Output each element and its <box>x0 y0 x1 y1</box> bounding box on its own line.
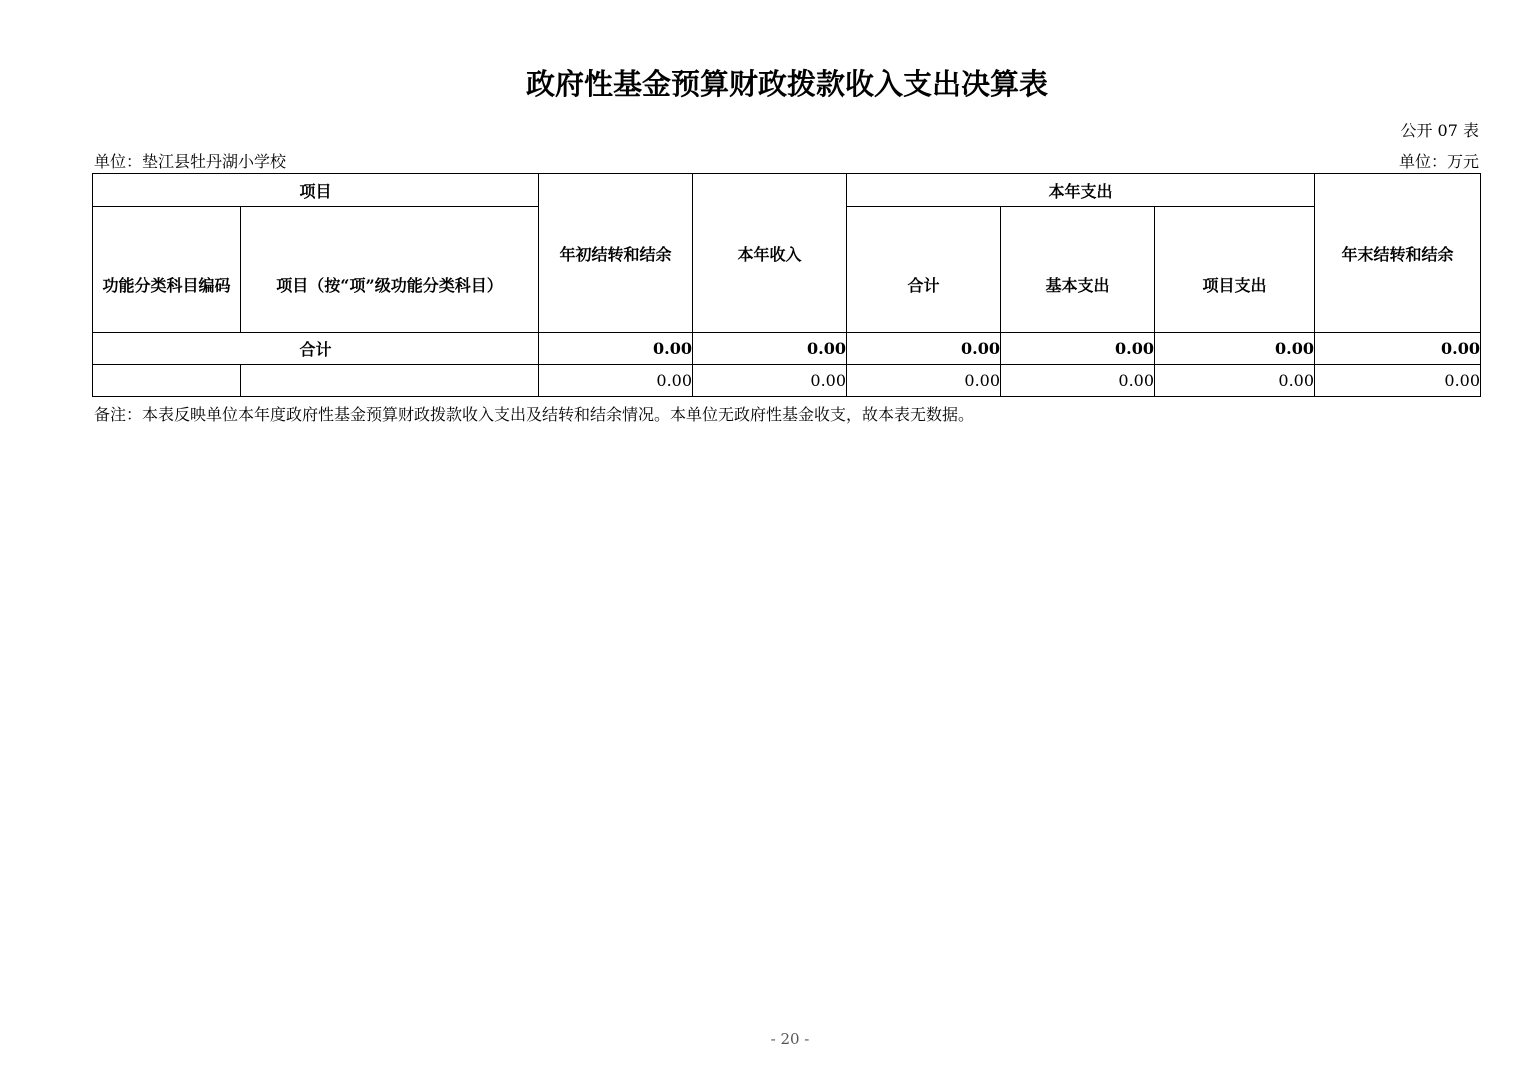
header-exp-basic: 基本支出 <box>1001 207 1155 333</box>
total-exp-project: 0.00 <box>1155 333 1315 365</box>
header-begin-balance: 年初结转和结余 <box>539 174 693 333</box>
header-exp-total: 合计 <box>847 207 1001 333</box>
row-item-detail <box>241 365 539 397</box>
header-item: 项目 <box>93 174 539 207</box>
total-end-balance: 0.00 <box>1315 333 1481 365</box>
total-income: 0.00 <box>693 333 847 365</box>
page-title: 政府性基金预算财政拨款收入支出决算表 <box>525 67 1048 101</box>
budget-table <box>92 173 1481 397</box>
total-exp-total: 0.00 <box>847 333 1001 365</box>
total-begin-balance: 0.00 <box>539 333 693 365</box>
header-func-code: 功能分类科目编码 <box>93 207 241 333</box>
total-label: 合计 <box>93 333 539 365</box>
row-end-balance: 0.00 <box>1315 365 1481 397</box>
row-begin-balance: 0.00 <box>539 365 693 397</box>
total-exp-basic: 0.00 <box>1001 333 1155 365</box>
unit-organization: 单位：垫江县牡丹湖小学校 <box>94 152 287 171</box>
page-number: - 20 - <box>770 1030 810 1048</box>
row-income: 0.00 <box>693 365 847 397</box>
header-expense: 本年支出 <box>847 174 1315 207</box>
header-end-balance: 年末结转和结余 <box>1315 174 1481 333</box>
unit-currency: 单位：万元 <box>1398 152 1479 171</box>
header-item-detail: 项目（按“项”级功能分类科目） <box>241 207 539 333</box>
total-row <box>93 333 1481 365</box>
header-row-1 <box>93 174 1481 207</box>
header-income: 本年收入 <box>693 174 847 333</box>
header-exp-project: 项目支出 <box>1155 207 1315 333</box>
row-exp-project: 0.00 <box>1155 365 1315 397</box>
table-row <box>93 365 1481 397</box>
table-note: 备注：本表反映单位本年度政府性基金预算财政拨款收入支出及结转和结余情况。本单位无政府性基金收支，故本表无数据。 <box>94 405 975 424</box>
row-exp-total: 0.00 <box>847 365 1001 397</box>
form-number: 公开 07 表 <box>1400 121 1479 140</box>
row-exp-basic: 0.00 <box>1001 365 1155 397</box>
row-func-code <box>93 365 241 397</box>
